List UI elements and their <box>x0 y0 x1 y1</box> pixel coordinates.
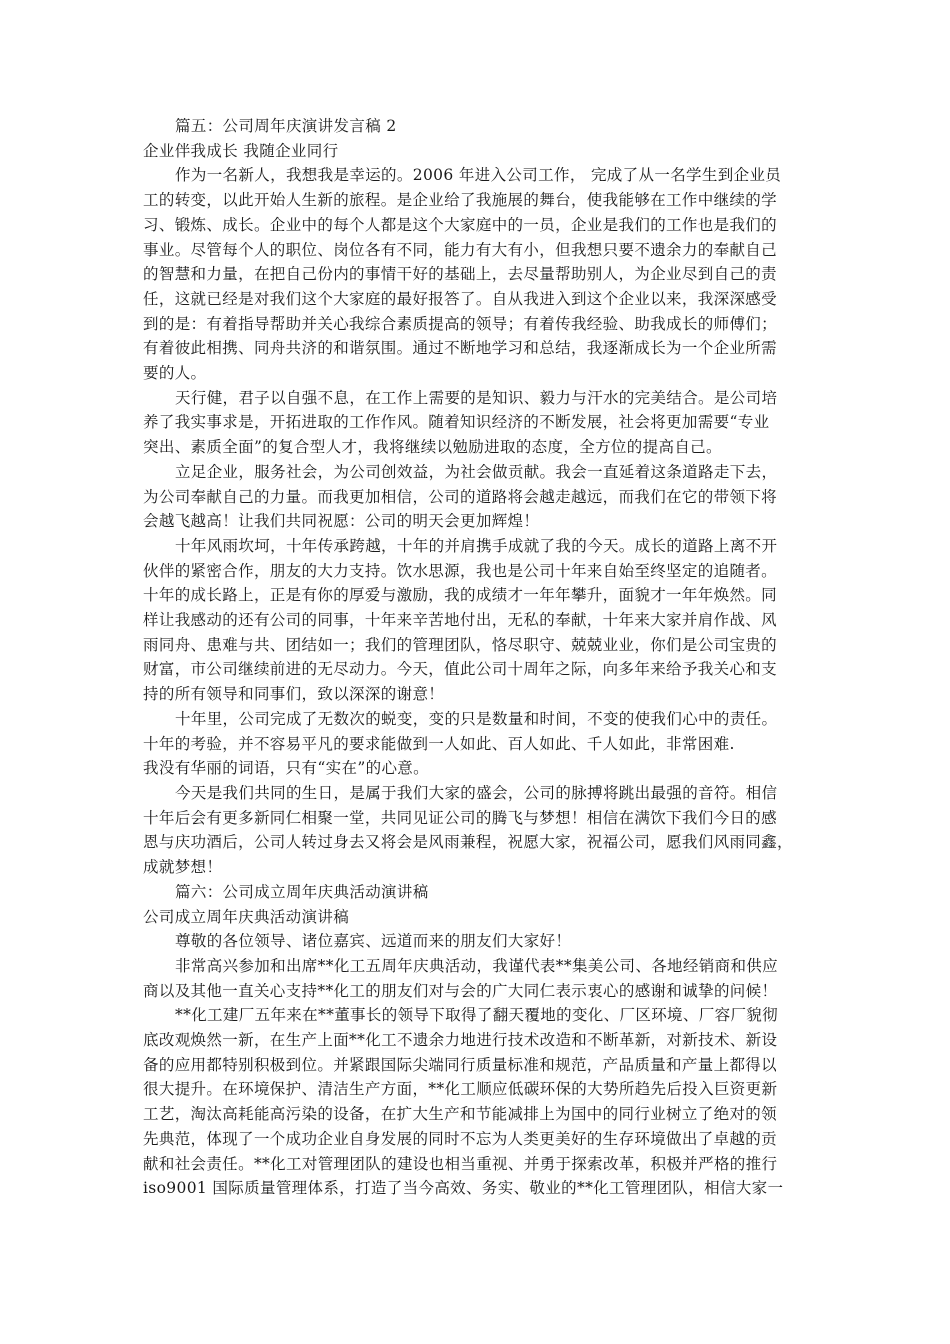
document-page <box>143 114 813 1201</box>
text-line: 突出、素质全面”的复合型人才，我将继续以勉励进取的态度，全方位的提高自己。 <box>143 438 722 457</box>
text-line: 底改观焕然一新，在生产上面**化工不遗余力地进行技术改造和不断革新，对新技术、新设 <box>143 1031 778 1050</box>
text-line: 献和社会责任。**化工对管理团队的建设也相当重视、并勇于探索改革，积极并严格的推行 <box>143 1154 778 1173</box>
text-line: 样让我感动的还有公司的同事，十年来辛苦地付出，无私的奉献，十年来大家并肩作战、风 <box>143 611 778 630</box>
text-line: 有着彼此相携、同舟共济的和谐氛围。通过不断地学习和总结，我逐渐成长为一个企业所需 <box>143 339 778 358</box>
text-line: 很大提升。在环境保护、清洁生产方面，**化工顺应低碳环保的大势所趋先后投入巨资更新 <box>143 1080 778 1099</box>
text-line: 今天是我们共同的生日，是属于我们大家的盛会，公司的脉搏将跳出最强的音符。相信 <box>175 783 778 802</box>
text-line: 持的所有领导和同事们，致以深深的谢意！ <box>143 685 445 704</box>
text-line: 商以及其他一直关心支持**化工的朋友们对与会的广大同仁表示衷心的感谢和诚挚的问候！ <box>143 981 778 1000</box>
text-line: 企业伴我成长 我随企业同行 <box>143 141 339 160</box>
text-line: 的智慧和力量，在把自己份内的事情干好的基础上，去尽量帮助别人，为企业尽到自己的责 <box>143 265 778 284</box>
text-line: 事业。尽管每个人的职位、岗位各有不同，能力有大有小，但我想只要不遗余力的奉献自己 <box>143 240 778 259</box>
text-line: 财富，市公司继续前进的无尽动力。今天，值此公司十周年之际，向多年来给予我关心和支 <box>143 660 778 679</box>
text-line: 任，这就已经是对我们这个大家庭的最好报答了。自从我进入到这个企业以来，我深深感受 <box>143 289 778 308</box>
text-line: 工的转变，以此开始人生新的旅程。是企业给了我施展的舞台，使我能够在工作中继续的学 <box>143 191 778 210</box>
text-line: 备的应用都特别积极到位。并紧跟国际尖端同行质量标准和规范，产品质量和产量上都得以 <box>143 1055 778 1074</box>
text-line: 伙伴的紧密合作，朋友的大力支持。饮水思源，我也是公司十年来自始至终坚定的追随者。 <box>143 561 778 580</box>
text-line: 立足企业，服务社会，为公司创效益，为社会做贡献。我会一直延着这条道路走下去， <box>175 462 778 481</box>
text-line: 要的人。 <box>143 364 207 383</box>
text-line: 十年里，公司完成了无数次的蜕变，变的只是数量和时间，不变的使我们心中的责任。 <box>175 709 778 728</box>
text-line: 会越飞越高！让我们共同祝愿：公司的明天会更加辉煌！ <box>143 512 540 531</box>
text-line: 十年的成长路上，正是有你的厚爱与激励，我的成绩才一年年攀升，面貌才一年年焕然。同 <box>143 586 778 605</box>
text-line: 养了我实事求是，开拓进取的工作作风。随着知识经济的不断发展，社会将更加需要“专业 <box>143 413 770 432</box>
text-line: 习、锻炼、成长。企业中的每个人都是这个大家庭中的一员，企业是我们的工作也是我们的 <box>143 215 778 234</box>
text-line: 天行健，君子以自强不息，在工作上需要的是知识、毅力与汗水的完美结合。是公司培 <box>175 388 778 407</box>
text-line: 非常高兴参加和出席**化工五周年庆典活动，我谨代表**集美公司、各地经销商和供应 <box>175 956 779 975</box>
text-line: 作为一名新人，我想我是幸运的。2006 年进入公司工作， 完成了从一名学生到企业员 <box>175 166 782 185</box>
text-line: **化工建厂五年来在**董事长的领导下取得了翻天覆地的变化、厂区环境、厂容厂貌彻 <box>175 1006 779 1025</box>
text-line: 十年的考验，并不容易平凡的要求能做到一人如此、百人如此、千人如此，非常困难. <box>143 734 735 753</box>
text-line: 我没有华丽的词语，只有“实在”的心意。 <box>143 759 429 778</box>
text-line: 尊敬的各位领导、诸位嘉宾、远道而来的朋友们大家好！ <box>175 932 572 951</box>
text-line: 工艺，淘汰高耗能高污染的设备，在扩大生产和节能减排上为国中的同行业树立了绝对的领 <box>143 1105 778 1124</box>
text-line: 为公司奉献自己的力量。而我更加相信，公司的道路将会越走越远，而我们在它的带领下将 <box>143 487 778 506</box>
text-line: 恩与庆功酒后，公司人转过身去又将会是风雨兼程，祝愿大家，祝福公司，愿我们风雨同鑫， <box>143 833 793 852</box>
text-line: 篇六：公司成立周年庆典活动演讲稿 <box>175 882 429 901</box>
text-line: iso9001 国际质量管理体系，打造了当今高效、务实、敬业的**化工管理团队，相信大家一 <box>143 1179 784 1198</box>
text-line: 十年风雨坎坷，十年传承跨越，十年的并肩携手成就了我的今天。成长的道路上离不开 <box>175 536 778 555</box>
text-line: 十年后会有更多新同仁相聚一堂，共同见证公司的腾飞与梦想！相信在满饮下我们今日的感 <box>143 808 778 827</box>
text-line: 成就梦想！ <box>143 858 223 877</box>
text-line: 到的是：有着指导帮助并关心我综合素质提高的领导；有着传我经验、助我成长的师傅们； <box>143 314 778 333</box>
text-line: 雨同舟、患难与共、团结如一；我们的管理团队，恪尽职守、兢兢业业，你们是公司宝贵的 <box>143 635 778 654</box>
text-line: 公司成立周年庆典活动演讲稿 <box>143 907 350 926</box>
text-line: 先典范，体现了一个成功企业自身发展的同时不忘为人类更美好的生存环境做出了卓越的贡 <box>143 1129 778 1148</box>
text-line: 篇五：公司周年庆演讲发言稿 2 <box>175 117 397 135</box>
